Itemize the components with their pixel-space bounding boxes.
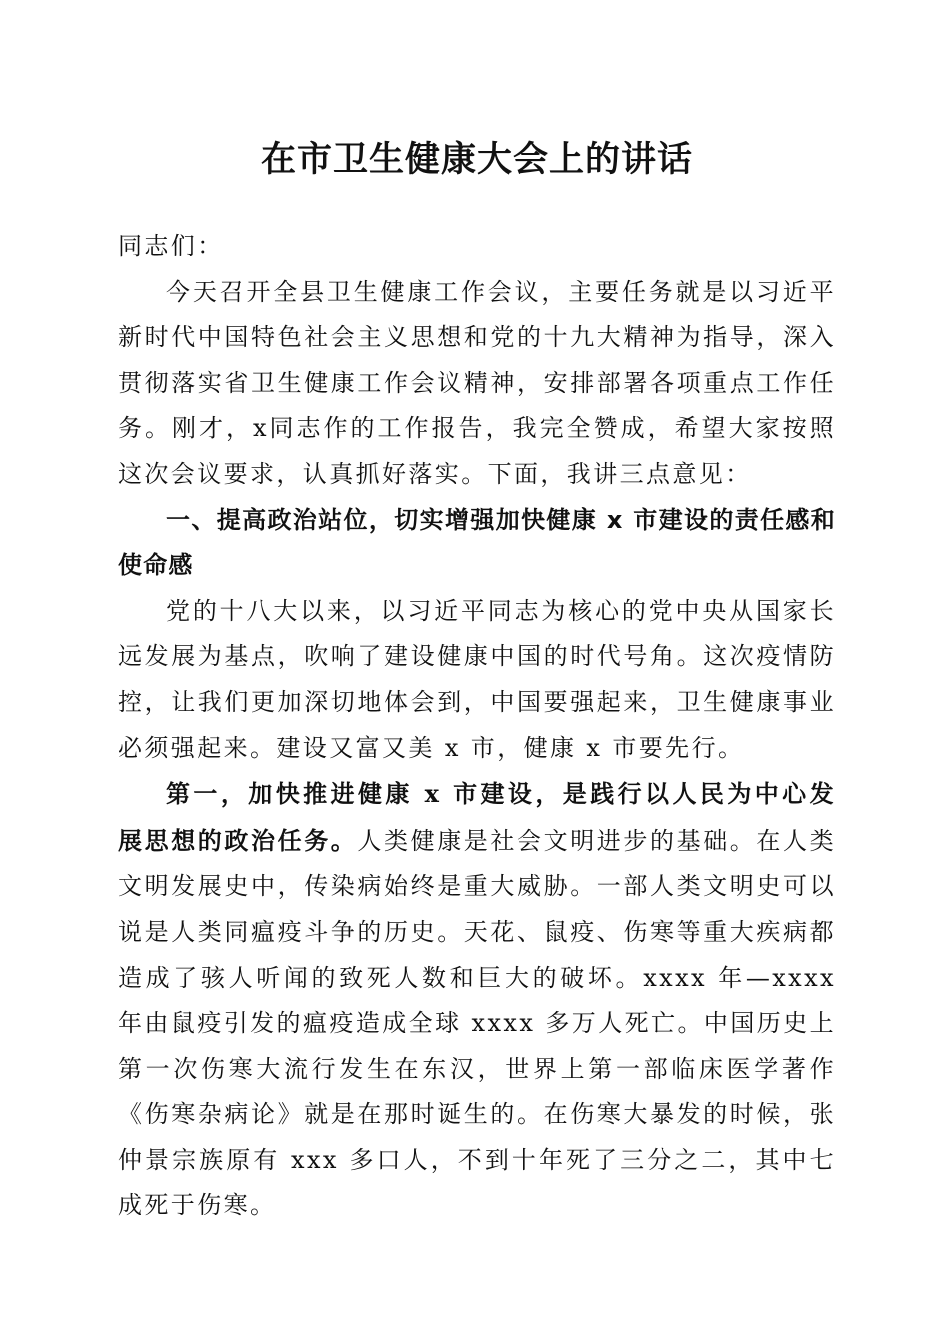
- paragraph-first-point: [118, 771, 836, 1229]
- first-point-body: 人类健康是社会文明进步的基础。在人类文明发展史中，传染病始终是重大威胁。一部人类文明史可以说是人类同瘟疫斗争的历史。天花、鼠疫、伤寒等重大疾病都造成了骇人听闻的致死人数和巨大的破坏。xxxx 年—xxxx 年由鼠疫引发的瘟疫造成全球 xxxx 多万人死亡。中国历史上第一次伤寒大流行发生在东汉，世界上第一部临床医学著作《伤寒杂病论》就是在那时诞生的。在伤寒大暴发的时候，张仲景宗族原有 xxx 多口人，不到十年死了三分之二，其中七成死于伤寒。: [118, 826, 836, 1220]
- paragraph-intro: 今天召开全县卫生健康工作会议，主要任务就是以习近平新时代中国特色社会主义思想和党的十九大精神为指导，深入贯彻落实省卫生健康工作会议精神，安排部署各项重点工作任务。刚才，x同志作的工作报告，我完全赞成，希望大家按照这次会议要求，认真抓好落实。下面，我讲三点意见：: [118, 277, 836, 488]
- document-body: [118, 224, 836, 1229]
- salutation: 同志们：: [118, 232, 224, 260]
- section-heading-1: 一、提高政治站位，切实增强加快健康 x 市建设的责任感和使命感: [118, 505, 836, 580]
- paragraph-background: 党的十八大以来，以习近平同志为核心的党中央从国家长远发展为基点，吹响了建设健康中国的时代号角。这次疫情防控，让我们更加深切地体会到，中国要强起来，卫生健康事业必须强起来。建设又富又美 x 市，健康 x 市要先行。: [118, 596, 836, 762]
- document-title: 在市卫生健康大会上的讲话: [260, 139, 693, 180]
- first-point-lead: 第一，加快推进健康 x 市建设，是践行以人民为中心发展思想的政治任务。: [118, 779, 836, 855]
